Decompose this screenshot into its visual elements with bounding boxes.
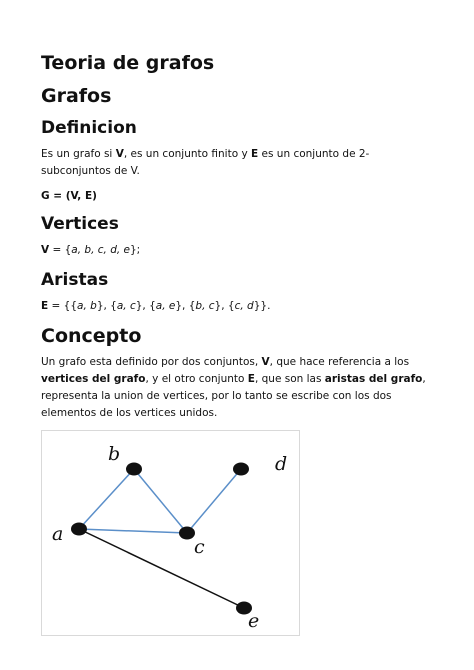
label-d: d — [275, 453, 288, 475]
label-c: c — [194, 536, 205, 558]
node-b — [126, 463, 142, 476]
node-d — [233, 463, 249, 476]
edge-b-c — [134, 469, 187, 533]
definicion-text: Es un grafo si V, es un conjunto finito y E es un conjunto de 2-subconjuntos de V. — [41, 148, 370, 177]
aristas-set: E = {{a, b}, {a, c}, {a, e}, {b, c}, {c, d}}. — [41, 300, 271, 312]
node-a — [71, 523, 87, 536]
label-e: e — [248, 610, 260, 632]
heading-aristas: Aristas — [41, 270, 109, 290]
graph-diagram — [42, 431, 299, 635]
page-subtitle: Grafos — [41, 85, 112, 107]
edge-a-c — [79, 529, 187, 533]
edge-c-d — [187, 469, 241, 533]
heading-definicion: Definicion — [41, 118, 137, 138]
edge-a-b — [79, 469, 134, 529]
heading-vertices: Vertices — [41, 214, 119, 234]
vertices-set: V = {a, b, c, d, e}; — [41, 244, 141, 256]
definicion-formula: G = (V, E) — [41, 190, 97, 202]
heading-concepto: Concepto — [41, 325, 142, 347]
label-a: a — [52, 523, 64, 545]
graph-figure — [41, 430, 300, 636]
page-title: Teoria de grafos — [41, 52, 215, 74]
concepto-text: Un grafo esta definido por dos conjuntos, V, que hace referencia a los vertices del grafo, y el otro conjunto E, que son las aristas del grafo, representa la union de vertices, por lo tanto se escribe con los dos elementos de los vertices unidos. — [41, 356, 426, 419]
node-c — [179, 527, 195, 540]
label-b: b — [108, 443, 121, 465]
edge-a-e — [79, 529, 244, 608]
